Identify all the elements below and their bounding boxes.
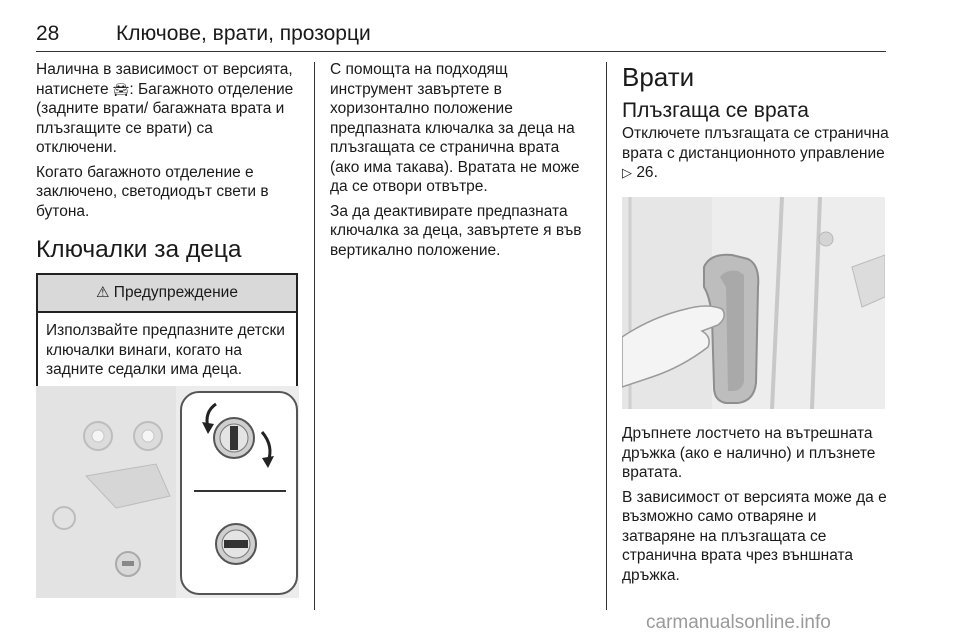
column-3 <box>622 60 890 188</box>
watermark: carmanualsonline.info <box>646 612 831 633</box>
warning-text: Използвайте предпазните детски ключалки винаги, когато на задните седалки има деца. <box>46 322 285 378</box>
column-divider-1 <box>314 62 315 610</box>
page-number: 28 <box>36 22 60 45</box>
trunk-unlock-paragraph: Налична в зависимост от версията, натиснете 🚘︎: Багажното отделение (задните врати/ багажната врата и плъзгащите се врати) са отключени. <box>36 61 294 156</box>
section-title-doors: Врати <box>622 62 695 92</box>
page-ref-icon: ▷ <box>622 165 632 180</box>
child-lock-figure <box>36 386 299 598</box>
child-lock-instruction-paragraph: С помощта на подходящ инструмент завъртете в хоризонтално положение предпазната ключалка за деца на плъзгащата се странична врата (ако има такава). Вратата не може да се отвори отвътре. <box>330 61 580 195</box>
chapter-title: Ключове, врати, прозорци <box>116 22 371 45</box>
column-2 <box>330 60 592 265</box>
warning-header <box>38 275 296 313</box>
trunk-led-paragraph: Когато багажното отделение е заключено, светодиодът свети в бутона. <box>36 163 269 220</box>
child-lock-illustration <box>36 386 299 598</box>
header-divider <box>36 51 886 52</box>
page-ref-number[interactable]: 26 <box>636 164 654 181</box>
sliding-door-unlock-paragraph: Отключете плъзгащата се странична врата с дистанционното управление ▷ 26. <box>622 125 889 181</box>
column-1 <box>36 60 298 389</box>
sliding-door-illustration <box>622 197 885 409</box>
section-title-child-locks: Ключалки за деца <box>36 236 242 263</box>
warning-icon: ⚠ <box>96 284 110 301</box>
warning-title: Предупреждение <box>113 284 238 301</box>
column-3-continued <box>622 424 890 590</box>
sliding-door-handle-paragraph: Дръпнете лостчето на вътрешната дръжка (ако е налично) и плъзнете вратата. <box>622 425 876 481</box>
subsection-title-sliding-door: Плъзгаща се врата <box>622 99 809 122</box>
sliding-door-figure <box>622 197 885 409</box>
warning-box <box>36 273 298 389</box>
trunk-icon: 🚘︎ <box>112 81 130 97</box>
child-lock-deactivate-paragraph: За да деактивирате предпазната ключалка за деца, завъртете я във вертикално положение. <box>330 202 582 259</box>
column-divider-2 <box>606 62 607 610</box>
page-header <box>36 22 886 52</box>
sliding-door-version-paragraph: В зависимост от версията може да е възможно само отваряне и затваряне на плъзгащата се странична врата чрез външната дръжка. <box>622 488 887 584</box>
